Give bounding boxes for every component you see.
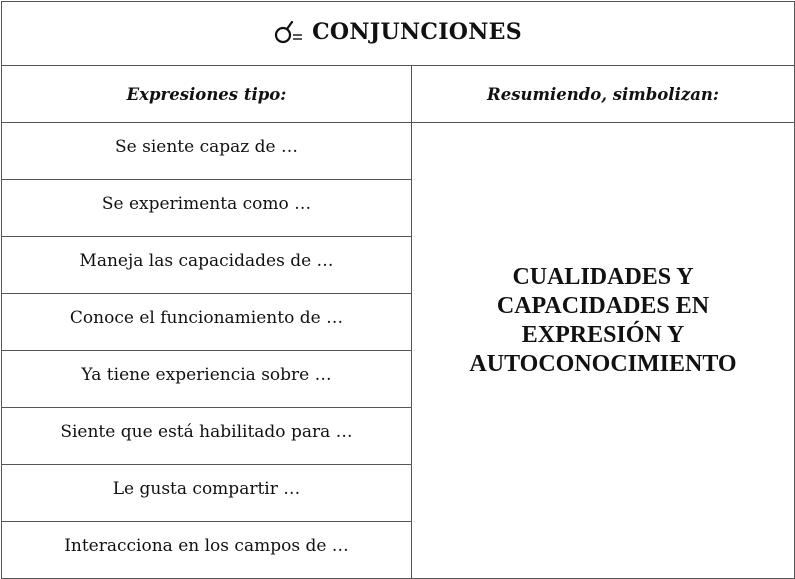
expression-cell: Ya tiene experiencia sobre … (2, 351, 412, 408)
expression-cell: Se siente capaz de … (2, 123, 412, 180)
venus-symbol-equals-icon (274, 20, 304, 44)
summary-line: EXPRESIÓN Y (521, 321, 685, 348)
expression-cell: Se experimenta como … (2, 180, 412, 237)
summary-cell (412, 123, 795, 579)
conjunciones-table (1, 1, 795, 579)
expression-cell: Le gusta compartir … (2, 465, 412, 522)
title-row (2, 2, 795, 66)
column-header-resumiendo: Resumiendo, simbolizan: (412, 66, 795, 123)
table-row (2, 123, 795, 180)
summary-line: CUALIDADES Y (512, 263, 694, 290)
title-cell (2, 2, 795, 66)
expression-cell: Siente que está habilitado para … (2, 408, 412, 465)
title-text: CONJUNCIONES (312, 19, 522, 45)
summary-line: AUTOCONOCIMIENTO (469, 350, 737, 377)
table-title (274, 19, 522, 45)
expression-cell: Interacciona en los campos de … (2, 522, 412, 579)
column-header-expresiones: Expresiones tipo: (2, 66, 412, 123)
summary-line: CAPACIDADES EN (496, 292, 710, 319)
header-row (2, 66, 795, 123)
expression-cell: Maneja las capacidades de … (2, 237, 412, 294)
expression-cell: Conoce el funcionamiento de … (2, 294, 412, 351)
